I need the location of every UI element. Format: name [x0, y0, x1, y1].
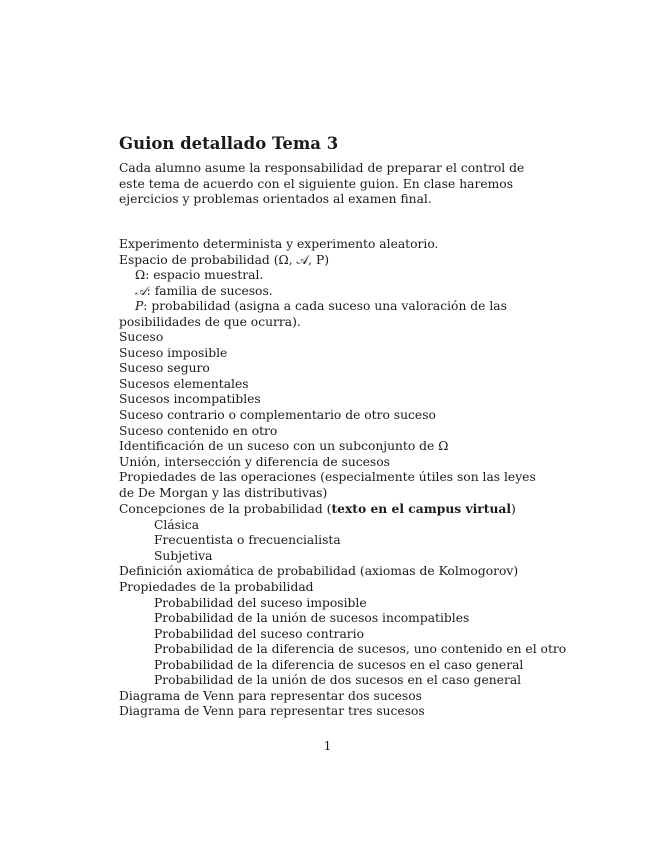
page-title: Guion detallado Tema 3 — [119, 134, 339, 153]
outline-subitem — [119, 284, 538, 300]
intro-paragraph: Cada alumno asume la responsabilidad de preparar el control de este tema de acuerdo con el siguiente guion. En clase haremos ejercicios y problemas orientados al examen final. — [119, 161, 525, 207]
outline-text: Concepciones de la probabilidad ( — [119, 502, 332, 517]
outline-item: Suceso imposible — [119, 345, 228, 360]
outline-item: Suceso seguro — [119, 361, 210, 376]
outline-item: Experimento determinista y experimento aleatorio. — [119, 237, 439, 251]
outline-text: Espacio de probabilidad — [119, 252, 274, 267]
outline-item — [119, 253, 538, 269]
outline-subitem: Probabilidad del suceso contrario — [154, 626, 364, 641]
outline-subitem: Clásica — [154, 517, 200, 532]
outline-item: Propiedades de las operaciones (especialmente útiles son las leyes de De Morgan y las distributivas) — [119, 470, 536, 500]
outline-subitem: Probabilidad de la diferencia de sucesos, uno contenido en el otro — [154, 642, 567, 657]
emphasis-text: texto en el campus virtual — [331, 501, 512, 517]
outline-item: Diagrama de Venn para representar dos sucesos — [119, 688, 422, 703]
outline-item — [119, 439, 538, 455]
math-symbol: P — [135, 299, 144, 314]
math-symbol: Ω — [135, 268, 146, 283]
outline-text: : espacio muestral. — [145, 268, 264, 283]
outline-item: Diagrama de Venn para representar tres sucesos — [119, 704, 425, 719]
outline-subitem: Subjetiva — [154, 548, 213, 563]
outline-item: Sucesos incompatibles — [119, 392, 261, 407]
outline-text: ) — [511, 502, 516, 517]
outline-subitem — [119, 268, 538, 284]
outline-subitem: Probabilidad del suceso imposible — [154, 595, 367, 610]
outline-item: Suceso — [119, 330, 164, 345]
page-number: 1 — [323, 739, 332, 753]
math-expression: (Ω, 𝒜, P) — [273, 252, 330, 267]
math-symbol: 𝒜 — [135, 283, 147, 298]
outline-text: Identificación de un suceso con un subconjunto de — [119, 439, 439, 454]
outline-item: Definición axiomática de probabilidad (axiomas de Kolmogorov) — [119, 564, 519, 579]
math-symbol: Ω — [438, 439, 449, 454]
outline-subitem: Probabilidad de la diferencia de sucesos en el caso general — [154, 657, 524, 672]
outline-item — [119, 501, 538, 518]
outline-item: Propiedades de la probabilidad — [119, 580, 314, 595]
outline-item: Suceso contrario o complementario de otro suceso — [119, 408, 436, 423]
outline-item: Unión, intersección y diferencia de sucesos — [119, 454, 390, 469]
topic-outline — [119, 237, 567, 720]
outline-subitem: Probabilidad de la unión de sucesos incompatibles — [154, 611, 470, 626]
outline-subitem: Probabilidad de la unión de dos sucesos en el caso general — [154, 673, 522, 688]
outline-text: : familia de sucesos. — [146, 283, 273, 298]
outline-item: Sucesos elementales — [119, 376, 249, 391]
outline-item: Suceso contenido en otro — [119, 423, 278, 438]
outline-text: : probabilidad (asigna a cada suceso una valoración de las posibilidades de que ocurra). — [119, 299, 507, 329]
outline-subitem: Frecuentista o frecuencialista — [154, 533, 341, 548]
outline-subitem — [119, 299, 538, 330]
